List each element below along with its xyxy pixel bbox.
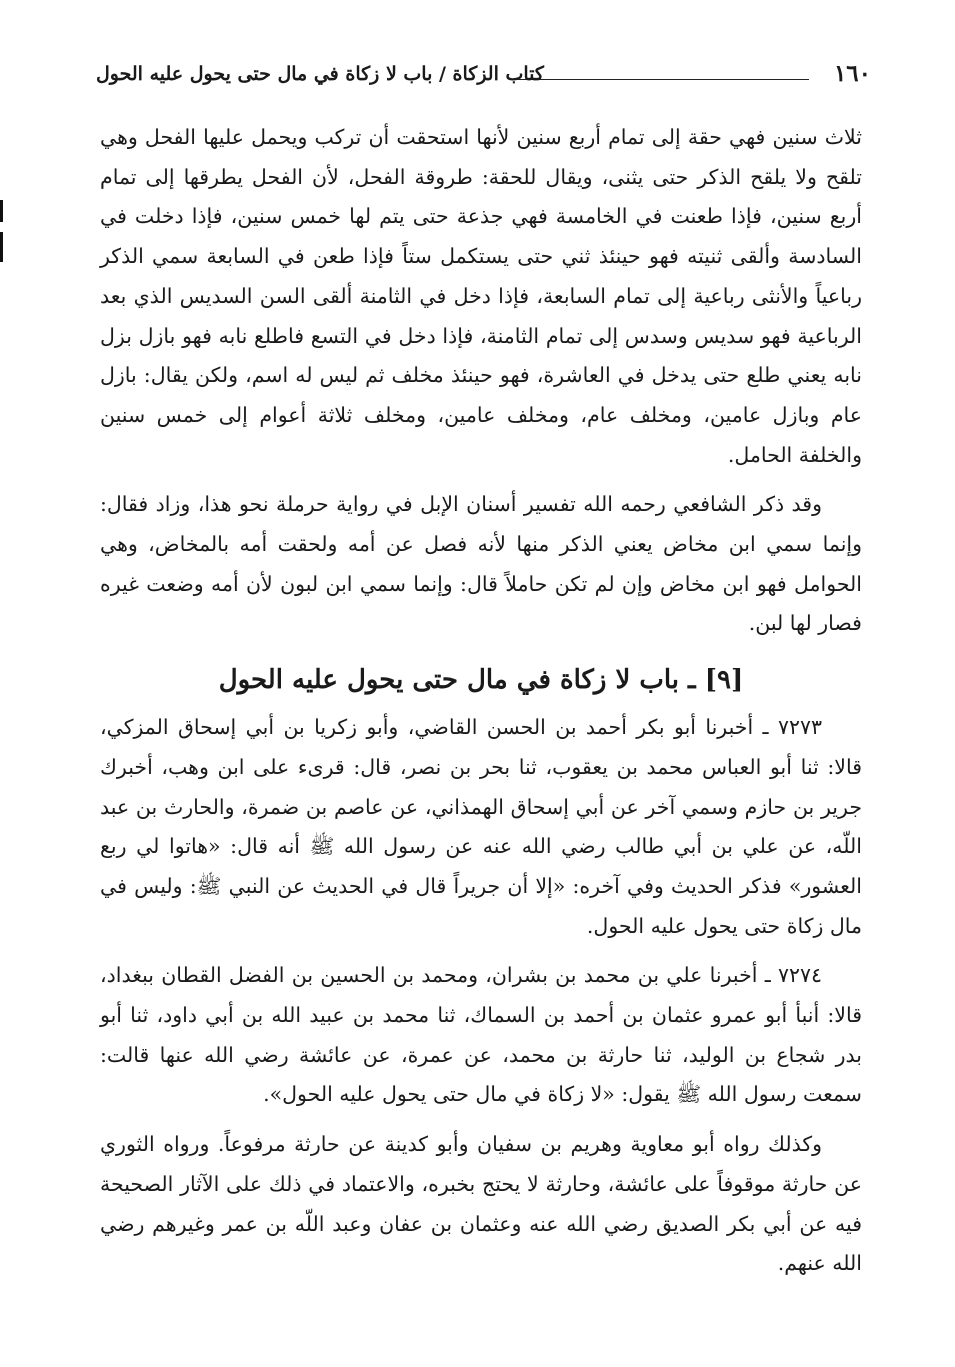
margin-mark-top: [0, 200, 3, 222]
margin-mark-bottom: [0, 232, 3, 262]
hadith-text: ـ أخبرنا أبو بكر أحمد بن الحسن القاضي، وأبو زكريا بن أبي إسحاق المزكي، قالا: ثنا أبو العباس محمد بن يعقوب، ثنا بحر بن نصر، قال: قرىء على ابن وهب، أخبرك جرير بن حازم وسمي آخر عن أبي إسحاق الهمذاني، عن عاصم بن ضمرة، والحارث بن عبد اللّه، عن علي بن أبي طالب رضي الله عنه عن رسول الله ﷺ أنه قال: «هاتوا لي ربع العشور» فذكر الحديث وفي آخره: «إلا أن جريراً قال في الحديث عن النبي ﷺ: وليس في مال زكاة حتى يحول عليه الحول.: [100, 715, 862, 938]
hadith-7273: [100, 708, 862, 946]
paragraph-shafii: وقد ذكر الشافعي رحمه الله تفسير أسنان الإبل في رواية حرملة نحو هذا، وزاد فقال: وإنما سمي ابن مخاض يعني الذكر منها لأنه فصل عن أمه ولحقت أمه بالمخاض، وهي الحوامل فهو ابن مخاض وإن لم تكن حاملاً قال: وإنما سمي ابن لبون لأن أمه وضعت غيره فصار لها لبن.: [100, 492, 862, 636]
hadith-number: ٧٢٧٤: [777, 963, 822, 988]
paragraph-camel-ages: ثلاث سنين فهي حقة إلى تمام أربع سنين لأنها استحقت أن تركب ويحمل عليها الفحل وهي تلقح ولا يلقح الذكر حتى يثنى، ويقال للحقة: طروقة الفحل، لأن الفحل يطرقها إلى تمام أربع سنين، فإذا طعنت في الخامسة فهي جذعة حتى يتم لها خمس سنين، فإذا دخلت في السادسة وألقى ثنيته فهو حينئذ ثني حتى يستكمل ستاً فإذا طعن في السابعة سمي الذكر رباعياً والأنثى رباعية إلى تمام السابعة، فإذا دخل في الثامنة ألقى السن السديس الذي بعد الرباعية فهو سديس وسدس إلى تمام الثامنة، فإذا دخل في التسع فاطلع نابه فهو بازل بزل نابه يعني طلع حتى يدخل في العاشرة، فهو حينئذ مخلف ثم ليس له اسم، ولكن يقال: بازل عام وبازل عامين، ومخلف عام، ومخلف عامين، ومخلف ثلاثة أعوام إلى خمس سنين والخلفة الحامل.: [100, 125, 862, 467]
hadith-number: ٧٢٧٣: [777, 715, 822, 740]
hadith-text: ـ أخبرنا علي بن محمد بن بشران، ومحمد بن الحسين بن الفضل القطان ببغداد، قالا: أنبأ أبو عمرو عثمان بن أحمد بن السماك، ثنا محمد بن عبيد الله بن أبي داود، ثنا أبو بدر شجاع بن الوليد، ثنا حارثة بن محمد، عن عمرة، عن عائشة رضي الله عنها قالت: سمعت رسول الله ﷺ يقول: «لا زكاة في مال حتى يحول عليه الحول».: [100, 963, 862, 1107]
running-head: [96, 58, 871, 92]
body-text: [100, 118, 862, 1284]
closing-paragraph: وكذلك رواه أبو معاوية وهريم بن سفيان وأبو كدينة عن حارثة مرفوعاً. ورواه الثوري عن حارثة موقوفاً على عائشة، وحارثة لا يحتج بخبره، والاعتماد في ذلك على الآثار الصحيحة فيه عن أبي بكر الصديق رضي الله عنه وعثمان بن عفان وعبد اللّه بن عمر وغيرهم رضي الله عنهم.: [100, 1132, 862, 1276]
running-title: كتاب الزكاة / باب لا زكاة في مال حتى يحول عليه الحول: [96, 63, 544, 85]
page-number: ١٦٠: [833, 60, 871, 87]
header-rule: [514, 79, 809, 80]
section-heading: [٩] ـ باب لا زكاة في مال حتى يحول عليه الحول: [218, 665, 744, 696]
hadith-7274: [100, 956, 862, 1115]
